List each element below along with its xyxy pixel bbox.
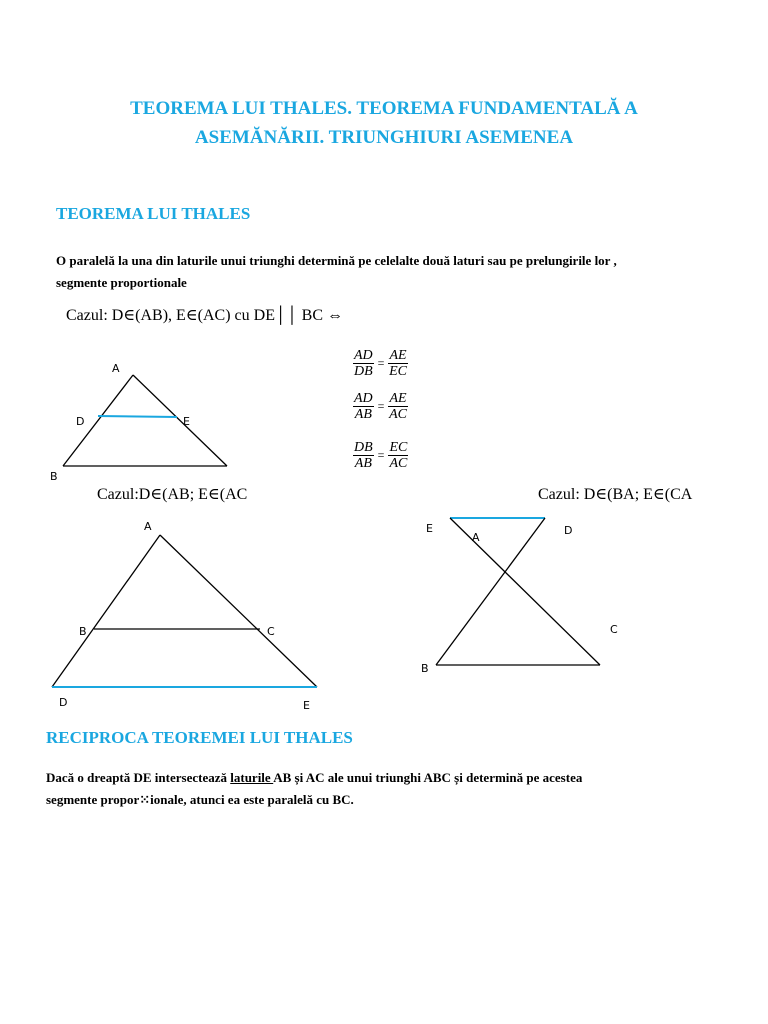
fig3-label-c: C [610, 623, 618, 636]
formula-3-equals: = [377, 448, 385, 462]
fig2-label-a: A [144, 520, 152, 533]
figure-triangle-2 [40, 515, 330, 715]
reciproca-underlined-word: laturile [230, 770, 274, 785]
reciproca-line-1 [46, 767, 746, 789]
formula-3-den-left: AB [354, 456, 372, 471]
fig1-label-a: A [112, 362, 120, 375]
formula-1-den-right: EC [389, 364, 407, 379]
formula-2 [353, 391, 408, 422]
statement-line-2: segmente proportionale [56, 275, 187, 290]
formula-1-equals: = [377, 356, 385, 370]
fig3-label-b: B [421, 662, 429, 675]
fig2-label-b: B [79, 625, 87, 638]
case-right-caption: Cazul: D∈(BA; E∈(CA [538, 486, 693, 503]
title-line-2: ASEMĂNĂRII. TRIUNGHIURI ASEMENEA [194, 127, 574, 148]
formula-1-num-left: AD [354, 348, 373, 363]
theorem-statement [56, 250, 746, 294]
section-heading-reciproca: RECIPROCA TEOREMEI LUI THALES [46, 728, 353, 747]
figure-triangle-1 [40, 355, 250, 490]
fig2-label-d: D [59, 696, 68, 709]
fig1-side-ac [133, 375, 227, 466]
formula-1-den-left: DB [354, 364, 373, 379]
formula-2-den-left: AB [354, 407, 372, 422]
fig1-parallel-de [98, 416, 177, 417]
case-main: Cazul: D∈(AB), E∈(AC) cu DE││ BC ⇔ [66, 307, 343, 324]
fig3-line-db [436, 518, 545, 665]
formula-3-den-right: AC [389, 456, 408, 471]
formula-1-num-right: AE [389, 348, 407, 363]
page-title [0, 94, 768, 152]
formula-2-den-right: AC [389, 407, 407, 422]
title-line-1: TEOREMA LUI THALES. TEOREMA FUNDAMENTALĂ A [130, 98, 638, 119]
fig1-label-d: D [76, 415, 85, 428]
figure-triangle-3 [415, 508, 625, 678]
fig2-side-ae [160, 535, 317, 687]
fig3-label-d: D [564, 524, 573, 537]
formula-2-num-right: AE [389, 391, 407, 406]
section-heading-thales: TEOREMA LUI THALES [56, 204, 251, 223]
formula-2-equals: = [377, 399, 385, 413]
reciproca-text [46, 767, 746, 811]
reciproca-text-part-2: AB și AC ale unui triunghi ABC și determină pe acestea [273, 770, 583, 785]
reciproca-text-part-1: Dacă o dreaptă DE intersectează [46, 770, 231, 785]
statement-line-1: O paralelă la una din laturile unui triunghi determină pe celelalte două laturi sau pe prelungirile lor , [56, 253, 617, 268]
formula-3-num-left: DB [354, 440, 373, 455]
formula-3-num-right: EC [389, 440, 408, 455]
fig2-label-c: C [267, 625, 275, 638]
fig2-side-ad [52, 535, 160, 687]
formula-2-num-left: AD [354, 391, 373, 406]
formula-1 [353, 348, 408, 379]
fig3-label-e: E [426, 522, 433, 535]
fig3-label-a: A [472, 531, 480, 544]
case-left-caption: Cazul:D∈(AB; E∈(AC [97, 486, 248, 503]
formula-3 [353, 440, 408, 471]
fig2-label-e: E [303, 699, 310, 712]
fig1-label-e: E [183, 415, 190, 428]
reciproca-line-2: segmente propor⁙ionale, atunci ea este paralelă cu BC. [46, 792, 354, 807]
fig1-label-b: B [50, 470, 58, 483]
fig1-side-ab [63, 375, 133, 466]
